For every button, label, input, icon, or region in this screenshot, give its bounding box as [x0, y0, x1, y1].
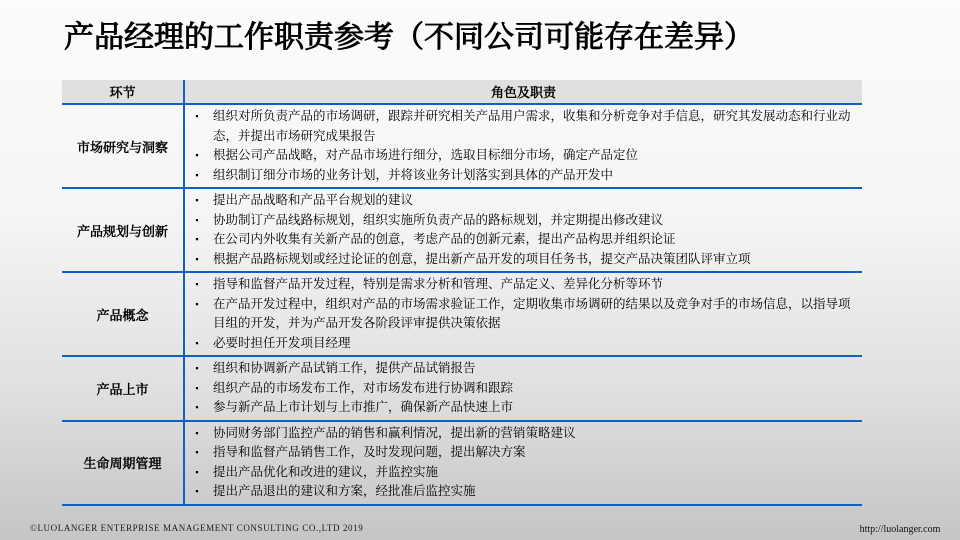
- square-bullet-icon: ▪: [195, 169, 199, 180]
- website-url-link[interactable]: http://luolanger.com: [859, 524, 941, 535]
- duty-text: 提出产品退出的建议和方案，经批准后监控实施: [213, 484, 476, 498]
- duty-list-item: [185, 211, 856, 231]
- square-bullet-icon: ▪: [195, 195, 199, 205]
- duties-cell: [185, 422, 862, 504]
- copyright-text: ©LUOLANGER ENTERPRISE MANAGEMENT CONSULTING CO.,LTD 2019: [30, 523, 364, 533]
- square-bullet-icon: ▪: [195, 253, 199, 264]
- column-header-duties: 角色及职责: [490, 85, 556, 100]
- duty-text: 根据公司产品战略，对产品市场进行细分，选取目标细分市场，确定产品定位: [213, 148, 639, 162]
- square-bullet-icon: ▪: [195, 234, 199, 244]
- duty-text: 参与新产品上市计划与上市推广，确保新产品快速上市: [213, 400, 514, 414]
- duty-list-item: [185, 398, 856, 418]
- duty-list-item: [185, 443, 856, 463]
- duty-text: 在公司内外收集有关新产品的创意，考虑产品的创新元素，提出产品构思并组织论证: [213, 232, 676, 246]
- square-bullet-icon: ▪: [195, 214, 199, 225]
- square-bullet-icon: ▪: [195, 111, 199, 121]
- duties-cell: [185, 357, 862, 420]
- duty-list-item: [185, 482, 856, 502]
- duty-text: 指导和监督产品开发过程，特别是需求分析和管理、产品定义、差异化分析等环节: [213, 277, 664, 291]
- duty-list-item: [185, 250, 856, 270]
- square-bullet-icon: ▪: [195, 427, 199, 438]
- duty-text: 根据产品路标规划或经过论证的创意，提出新产品开发的项目任务书，提交产品决策团队评审立项: [213, 251, 751, 266]
- table-row: [62, 357, 862, 422]
- duty-list-item: [185, 424, 856, 444]
- duty-list-item: [185, 359, 856, 379]
- duty-list-item: [185, 275, 856, 295]
- duty-text: 组织对所负责产品的市场调研，跟踪并研究相关产品用户需求，收集和分析竞争对手信息，研究其发展动态和行业动态，并提出市场研究成果报告: [213, 109, 851, 143]
- stage-label: 生命周期管理: [62, 422, 185, 504]
- duty-text: 协助制订产品线路标规划，组织实施所负责产品的路标规划，并定期提出修改建议: [213, 212, 664, 227]
- square-bullet-icon: ▪: [195, 382, 199, 393]
- column-header-stage: 环节: [62, 80, 185, 103]
- square-bullet-icon: ▪: [195, 337, 199, 348]
- page-title: 产品经理的工作职责参考（不同公司可能存在差异）: [64, 21, 754, 54]
- duty-text: 协同财务部门监控产品的销售和赢利情况，提出新的营销策略建议: [213, 425, 576, 440]
- duty-list-item: [185, 146, 856, 166]
- duty-text: 指导和监督产品销售工作，及时发现问题，提出解决方案: [213, 445, 526, 459]
- duty-list-item: [185, 107, 856, 146]
- table-row: [62, 273, 862, 357]
- stage-label: 产品概念: [62, 273, 185, 355]
- duty-list-item: [185, 166, 856, 186]
- duty-text: 提出产品优化和改进的建议，并监控实施: [213, 464, 439, 479]
- duties-cell: [185, 105, 862, 187]
- square-bullet-icon: ▪: [195, 298, 199, 309]
- square-bullet-icon: ▪: [195, 279, 199, 289]
- table-row: [62, 422, 862, 504]
- duty-text: 提出产品战略和产品平台规划的建议: [213, 193, 414, 207]
- table-body: [62, 105, 862, 504]
- stage-label: 市场研究与洞察: [62, 105, 185, 187]
- stage-label: 产品规划与创新: [62, 189, 185, 271]
- stage-label: 产品上市: [62, 357, 185, 420]
- duty-list-item: [185, 230, 856, 250]
- duty-text: 组织产品的市场发布工作，对市场发布进行协调和跟踪: [213, 380, 514, 395]
- table-header-row: [62, 80, 862, 105]
- square-bullet-icon: ▪: [195, 363, 199, 373]
- square-bullet-icon: ▪: [195, 447, 199, 457]
- responsibilities-table: [62, 80, 862, 506]
- duties-cell: [185, 273, 862, 355]
- duty-text: 组织制订细分市场的业务计划，并将该业务计划落实到具体的产品开发中: [213, 167, 614, 182]
- duty-list-item: [185, 334, 856, 354]
- duty-text: 组织和协调新产品试销工作，提供产品试销报告: [213, 361, 476, 375]
- duty-list-item: [185, 379, 856, 399]
- square-bullet-icon: ▪: [195, 466, 199, 477]
- square-bullet-icon: ▪: [195, 150, 199, 160]
- square-bullet-icon: ▪: [195, 486, 199, 496]
- square-bullet-icon: ▪: [195, 402, 199, 412]
- table-row: [62, 189, 862, 273]
- duty-list-item: [185, 295, 856, 334]
- duty-text: 必要时担任开发项目经理: [213, 335, 351, 350]
- duties-cell: [185, 189, 862, 271]
- duty-list-item: [185, 191, 856, 211]
- duty-list-item: [185, 463, 856, 483]
- duty-text: 在产品开发过程中，组织对产品的市场需求验证工作，定期收集市场调研的结果以及竞争对手的市场信息，以指导项目组的开发，并为产品开发各阶段评审提供决策依据: [213, 296, 851, 330]
- table-row: [62, 105, 862, 189]
